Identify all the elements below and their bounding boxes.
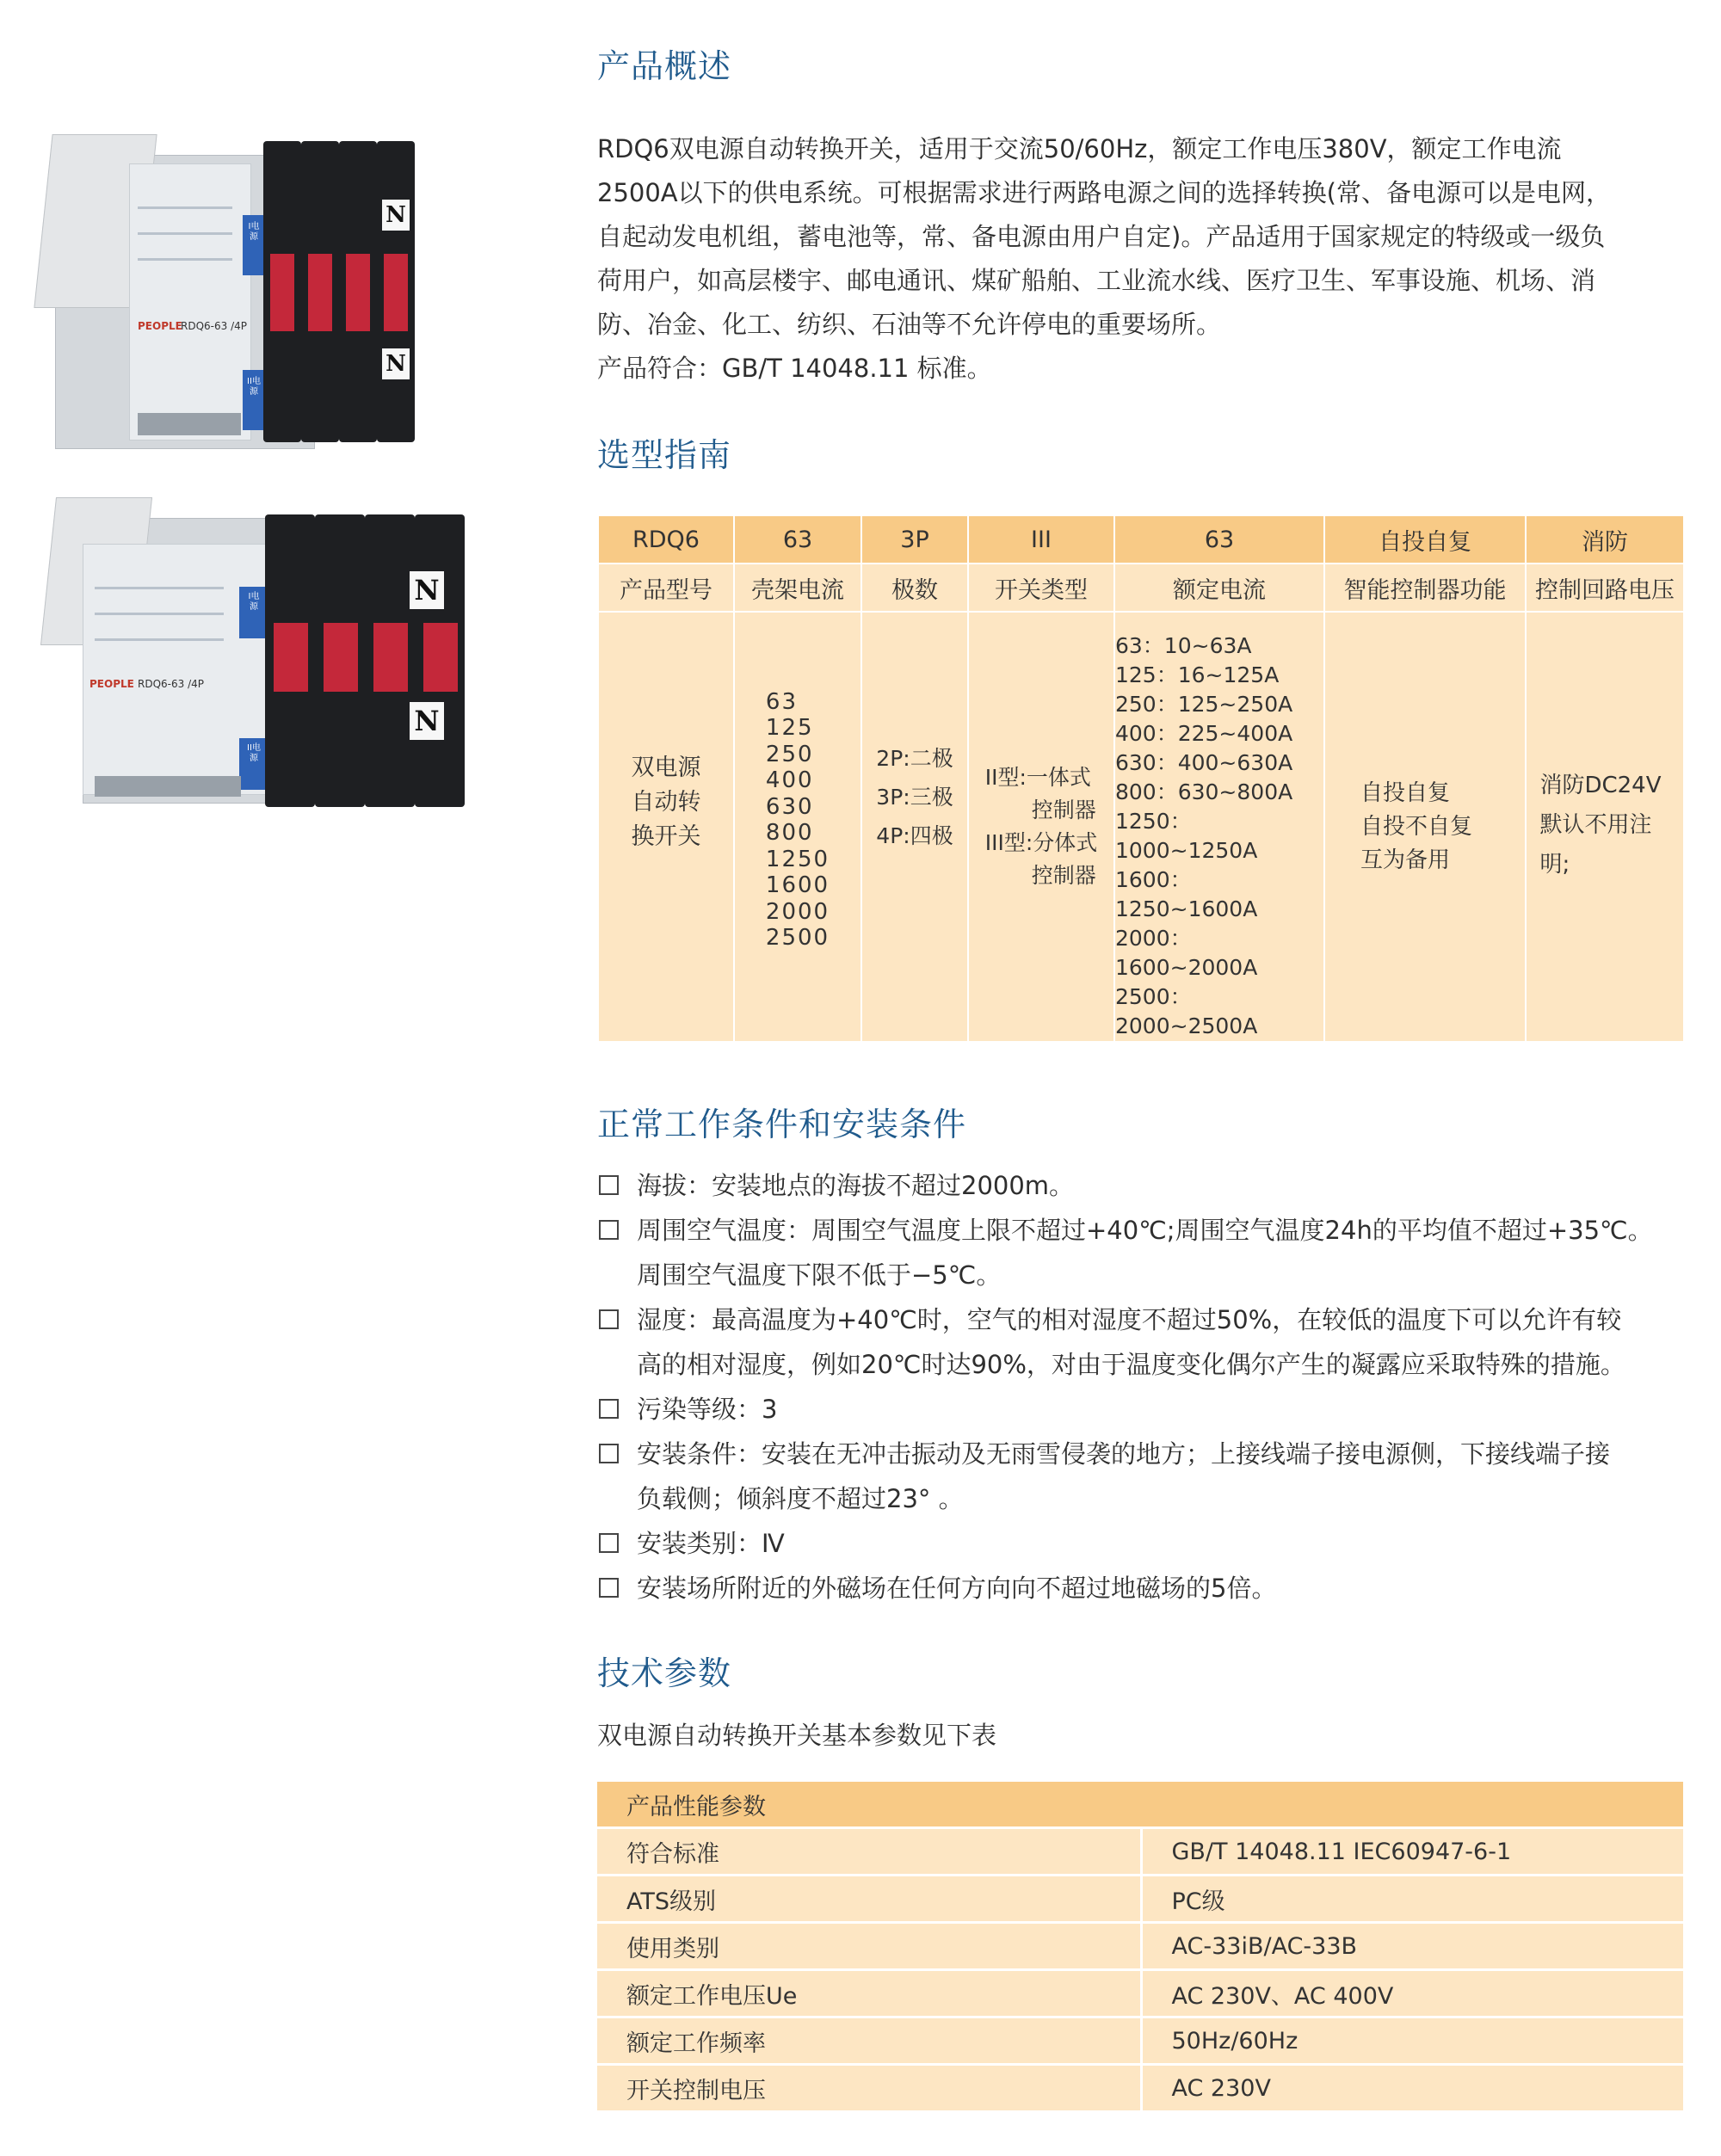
parameters-header-row xyxy=(597,1781,1683,1828)
header-cell: 控制回路电压 xyxy=(1526,564,1684,612)
list-item xyxy=(597,1387,1707,1432)
checkbox-bullet-icon xyxy=(599,1175,619,1195)
checkbox-bullet-icon xyxy=(599,1220,619,1240)
table-row xyxy=(597,1876,1683,1923)
frame-current-cell xyxy=(734,612,861,1042)
cell-line: 消防DC24V xyxy=(1539,773,1662,798)
param-value: AC 230V、AC 400V xyxy=(1141,1970,1683,2017)
code-cell: 63 xyxy=(734,515,861,564)
header-cell: 智能控制器功能 xyxy=(1324,564,1526,612)
n-mark: N xyxy=(410,702,444,740)
overview-line: 防、冶金、化工、纺织、石油等不允许停电的重要场所。 xyxy=(597,310,1222,339)
section-title-overview: 产品概述 xyxy=(597,47,732,85)
table-row xyxy=(597,1923,1683,1970)
cell-line: 自投自复 xyxy=(1360,779,1450,806)
source-label: II电源 xyxy=(247,377,261,397)
n-mark: N xyxy=(382,200,410,231)
table-row xyxy=(597,1970,1683,2017)
table-row xyxy=(597,2017,1683,2065)
item-line: 海拔：安装地点的海拔不超过2000m。 xyxy=(637,1171,1075,1200)
cell-line: 2000：1600~2000A xyxy=(1115,926,1258,980)
controller-function-cell xyxy=(1324,612,1526,1042)
cell-line: 控制器 xyxy=(1031,863,1096,888)
cell-line: 4P:四极 xyxy=(876,822,953,848)
param-label: 额定工作电压Ue xyxy=(597,1970,1141,2017)
cell-line: 2500：2000~2500A xyxy=(1115,984,1258,1038)
cell-line: 800：630~800A xyxy=(1115,779,1293,804)
cell-line: 250 xyxy=(765,741,814,767)
param-label: 使用类别 xyxy=(597,1923,1141,1970)
cell-line: 1250 xyxy=(765,846,830,872)
n-mark: N xyxy=(410,571,444,609)
cell-line: 250：125~250A xyxy=(1115,692,1293,717)
tech-intro: 双电源自动转换开关基本参数见下表 xyxy=(597,1721,997,1750)
overview-line: 2500A以下的供电系统。可根据需求进行两路电源之间的选择转换(常、备电源可以是电网， xyxy=(597,178,1611,207)
item-line: 污染等级：3 xyxy=(637,1395,778,1424)
brand-logo: PEOPLE xyxy=(138,320,182,332)
product-image-switch-1 xyxy=(43,129,490,456)
model-code-row xyxy=(598,515,1684,564)
overview-line: 产品符合：GB/T 14048.11 标准。 xyxy=(597,354,992,383)
list-item xyxy=(597,1432,1707,1521)
cell-line: 630：400~630A xyxy=(1115,750,1293,775)
item-line: 高的相对湿度，例如20℃时达90%，对由于温度变化偶尔产生的凝露应采取特殊的措施。 xyxy=(637,1350,1625,1379)
item-line: 周围空气温度下限不低于−5℃。 xyxy=(637,1260,1002,1290)
conditions-list xyxy=(597,1163,1707,1611)
cell-line: 1600 xyxy=(765,872,830,898)
parameters-table xyxy=(597,1779,1683,2110)
header-cell: 产品型号 xyxy=(598,564,734,612)
checkbox-bullet-icon xyxy=(599,1533,619,1553)
param-value: 50Hz/60Hz xyxy=(1141,2017,1683,2065)
n-mark: N xyxy=(382,348,410,379)
control-voltage-cell xyxy=(1526,612,1684,1042)
table-row xyxy=(597,1828,1683,1876)
item-line: 安装类别：Ⅳ xyxy=(637,1529,785,1558)
cell-line: 400：225~400A xyxy=(1115,721,1293,746)
overview-paragraph xyxy=(597,127,1687,391)
overview-line: 自起动发电机组，蓄电池等，常、备电源由用户自定)。产品适用于国家规定的特级或一级负 xyxy=(597,222,1606,251)
cell-line: 双电源 xyxy=(631,755,701,781)
code-cell: RDQ6 xyxy=(598,515,734,564)
model-label: RDQ6-63 /4P xyxy=(181,320,247,332)
poles-cell xyxy=(861,612,968,1042)
param-value: PC级 xyxy=(1141,1876,1683,1923)
product-name-cell xyxy=(598,612,734,1042)
cell-line: 控制器 xyxy=(1031,798,1096,822)
cell-line: 2P:二极 xyxy=(876,745,953,771)
item-line: 安装场所附近的外磁场在任何方向向不超过地磁场的5倍。 xyxy=(637,1574,1277,1603)
header-cell: 开关类型 xyxy=(968,564,1114,612)
param-value: GB/T 14048.11 IEC60947-6-1 xyxy=(1141,1828,1683,1876)
cell-line: 125：16~125A xyxy=(1115,662,1280,687)
cell-line: 63 xyxy=(765,688,798,715)
cell-line: 1600：1250~1600A xyxy=(1115,867,1258,921)
overview-line: 荷用户，如高层楼宇、邮电通讯、煤矿船舶、工业流水线、医疗卫生、军事设施、机场、消 xyxy=(597,266,1596,295)
cell-line: 125 xyxy=(765,715,814,741)
header-row xyxy=(598,564,1684,612)
param-label: 额定工作频率 xyxy=(597,2017,1141,2065)
cell-line: 630 xyxy=(765,793,814,820)
cell-line: 互为备用 xyxy=(1360,847,1450,873)
cell-line: 明; xyxy=(1539,852,1570,878)
list-item xyxy=(597,1521,1707,1566)
brand-logo: PEOPLE xyxy=(89,678,134,690)
param-label: 符合标准 xyxy=(597,1828,1141,1876)
cell-line: 换开关 xyxy=(631,823,701,850)
selection-guide-table xyxy=(597,514,1685,1043)
model-label: RDQ6-63 /4P xyxy=(138,678,204,690)
list-item xyxy=(597,1208,1707,1297)
checkbox-bullet-icon xyxy=(599,1444,619,1463)
code-cell: 自投自复 xyxy=(1324,515,1526,564)
list-item xyxy=(597,1297,1707,1387)
code-cell: 消防 xyxy=(1526,515,1684,564)
switch-type-cell xyxy=(968,612,1114,1042)
table-row xyxy=(597,2065,1683,2111)
list-item xyxy=(597,1566,1707,1611)
cell-line: 自动转 xyxy=(631,789,701,816)
cell-line: II型:一体式 xyxy=(984,765,1091,790)
source-label: I电源 xyxy=(248,592,260,612)
cell-line: 400 xyxy=(765,767,814,793)
param-label: 开关控制电压 xyxy=(597,2065,1141,2111)
cell-line: 800 xyxy=(765,820,814,846)
cell-line: 2500 xyxy=(765,925,830,951)
options-row xyxy=(598,612,1684,1042)
param-label: ATS级别 xyxy=(597,1876,1141,1923)
cell-line: 1250：1000~1250A xyxy=(1115,809,1258,863)
section-title-tech: 技术参数 xyxy=(597,1654,732,1692)
code-cell: III xyxy=(968,515,1114,564)
source-label: I电源 xyxy=(248,222,260,242)
param-value: AC-33iB/AC-33B xyxy=(1141,1923,1683,1970)
section-title-selection: 选型指南 xyxy=(597,436,732,474)
cell-line: III型:分体式 xyxy=(984,830,1098,855)
overview-line: RDQ6双电源自动转换开关，适用于交流50/60Hz，额定工作电压380V，额定工作电流 xyxy=(597,134,1562,163)
cell-line: 63：10~63A xyxy=(1115,633,1252,658)
code-cell: 3P xyxy=(861,515,968,564)
item-line: 湿度：最高温度为+40℃时，空气的相对湿度不超过50%，在较低的温度下可以允许有较 xyxy=(637,1305,1622,1334)
section-title-conditions: 正常工作条件和安装条件 xyxy=(597,1106,967,1143)
cell-line: 2000 xyxy=(765,898,830,925)
checkbox-bullet-icon xyxy=(599,1399,619,1419)
cell-line: 3P:三极 xyxy=(876,784,953,810)
code-cell: 63 xyxy=(1114,515,1324,564)
checkbox-bullet-icon xyxy=(599,1309,619,1329)
item-line: 负载侧；倾斜度不超过23° 。 xyxy=(637,1484,964,1513)
header-cell: 额定电流 xyxy=(1114,564,1324,612)
list-item xyxy=(597,1163,1707,1208)
item-line: 安装条件：安装在无冲击振动及无雨雪侵袭的地方；上接线端子接电源侧，下接线端子接 xyxy=(637,1439,1611,1469)
item-line: 周围空气温度：周围空气温度上限不超过+40℃;周围空气温度24h的平均值不超过+35℃。 xyxy=(637,1216,1653,1245)
parameters-header: 产品性能参数 xyxy=(597,1781,1683,1828)
param-value: AC 230V xyxy=(1141,2065,1683,2111)
cell-line: 自投不自复 xyxy=(1360,813,1472,840)
product-image-switch-2 xyxy=(43,492,490,819)
rated-current-cell xyxy=(1114,612,1324,1042)
header-cell: 极数 xyxy=(861,564,968,612)
source-label: II电源 xyxy=(247,743,261,763)
header-cell: 壳架电流 xyxy=(734,564,861,612)
checkbox-bullet-icon xyxy=(599,1578,619,1598)
cell-line: 默认不用注 xyxy=(1539,812,1652,838)
